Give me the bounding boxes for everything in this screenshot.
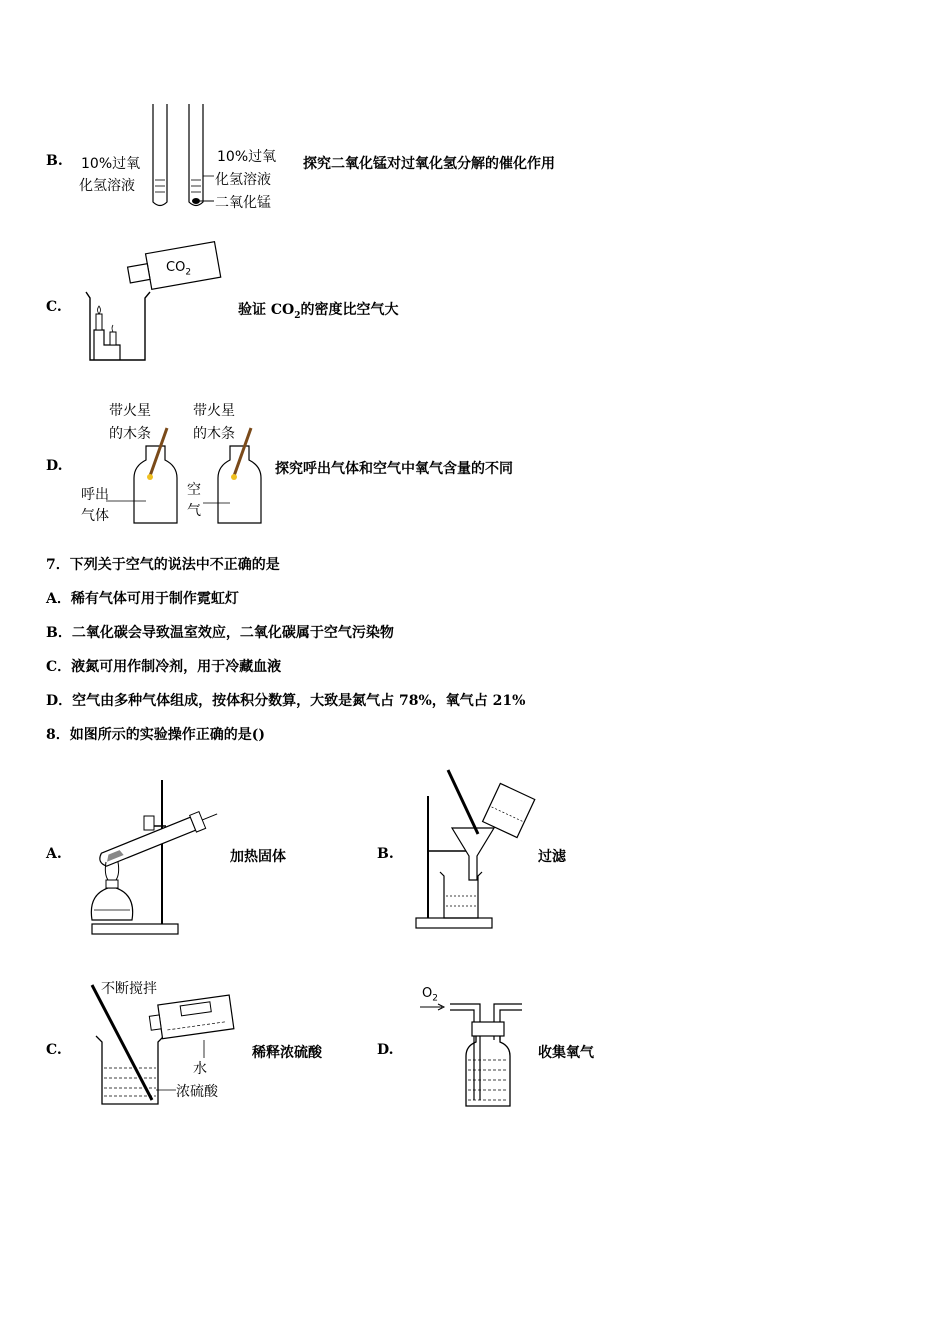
q8-option-c-letter: C. [46, 1042, 62, 1058]
water-label: 水 [193, 1061, 207, 1077]
q6-option-c-letter: C. [46, 299, 62, 315]
q8-option-a-letter: A. [46, 846, 62, 862]
q8-option-c-caption: 稀释浓硫酸 [252, 1045, 322, 1061]
q8-option-a-caption: 加热固体 [230, 849, 286, 865]
stick-label-2a: 带火星 [193, 403, 235, 419]
o2-label: $O_2$ [422, 986, 438, 1004]
q6-option-b-letter: B. [46, 153, 63, 169]
gas-label-1a: 呼出 [81, 487, 109, 503]
q6-option-d-letter: D. [46, 458, 63, 474]
stir-label: 不断搅拌 [101, 981, 157, 997]
q8-option-b-letter: B. [377, 846, 394, 862]
q7-option-b: B．二氧化碳会导致温室效应，二氧化碳属于空气污染物 [46, 625, 394, 641]
q8-option-d-caption: 收集氧气 [538, 1045, 594, 1061]
co2-bottle-label: $CO_2$ [166, 260, 192, 278]
q8-option-b-caption: 过滤 [538, 849, 566, 865]
gas-label-2a: 空 [187, 482, 201, 498]
acid-label: 浓硫酸 [176, 1084, 218, 1100]
q7-option-c: C．液氮可用作制冷剂，用于冷藏血液 [46, 659, 282, 675]
q8-option-d-letter: D. [377, 1042, 394, 1058]
stick-label-1b: 的木条 [109, 426, 151, 442]
gas-label-2b: 气 [187, 503, 201, 519]
gas-label-1b: 气体 [81, 508, 109, 524]
q7-stem: 7．下列关于空气的说法中不正确的是 [46, 557, 280, 573]
tube-label-left-1: 10%过氧 [81, 156, 141, 172]
q7-option-a: A．稀有气体可用于制作霓虹灯 [46, 591, 239, 607]
stick-label-1a: 带火星 [109, 403, 151, 419]
q6-option-b-caption: 探究二氧化锰对过氧化氢分解的催化作用 [303, 156, 555, 172]
q8-stem: 8．如图所示的实验操作正确的是() [46, 727, 265, 743]
tube-label-right-1: 10%过氧 [217, 149, 277, 165]
stick-label-2b: 的木条 [193, 426, 235, 442]
tube-label-right-3: 二氧化锰 [215, 195, 271, 211]
q6-option-d-caption: 探究呼出气体和空气中氧气含量的不同 [275, 461, 513, 477]
q6-option-c-caption: 验证 $CO_2$的密度比空气大 [238, 302, 399, 321]
q7-option-d: D．空气由多种气体组成，按体积分数算，大致是氮气占 78%，氧气占 21% [46, 693, 526, 709]
tube-label-left-2: 化氢溶液 [79, 178, 135, 194]
tube-label-right-2: 化氢溶液 [215, 172, 271, 188]
